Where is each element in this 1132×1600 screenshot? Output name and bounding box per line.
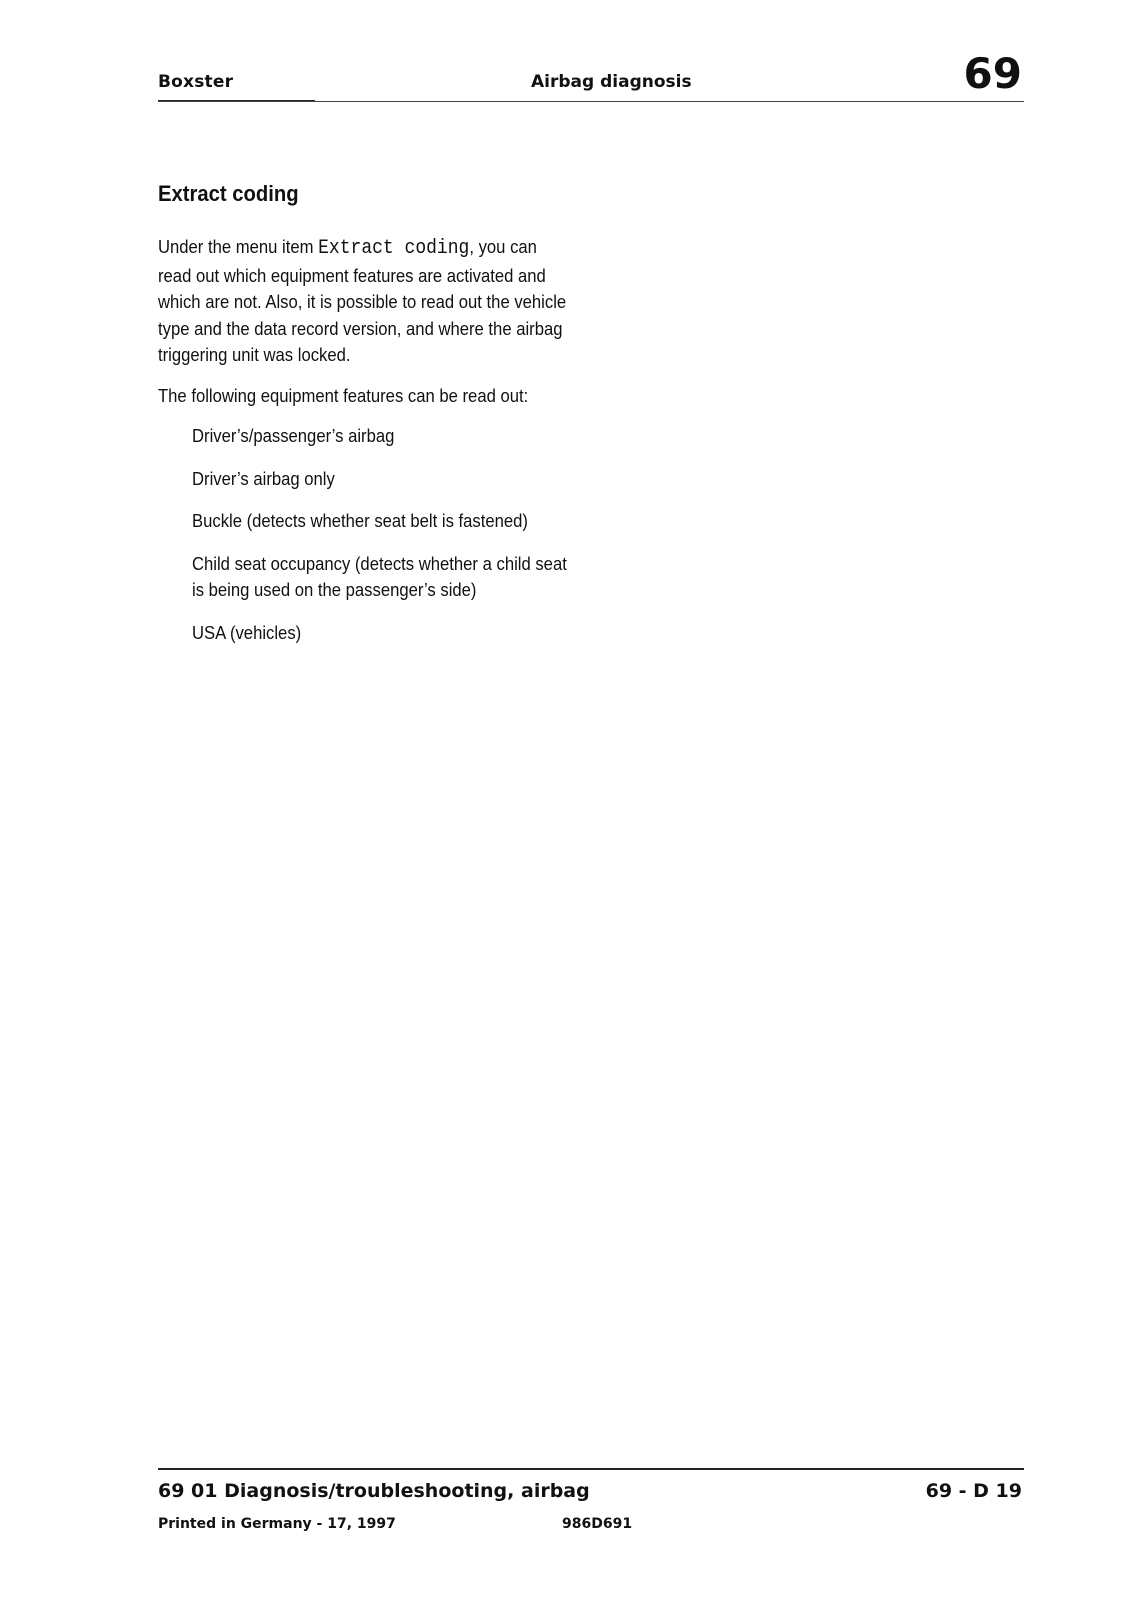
intro-suffix: , you can read out which equipment features are activated and which are not. Also, it is possible to read out the vehicle type and the data record version, and where the airbag triggering unit was locked. (158, 236, 567, 365)
section-title: Extract coding (158, 181, 299, 206)
menu-item-name: Extract coding (318, 237, 470, 260)
header-rule (158, 101, 1024, 102)
header-model: Boxster (158, 72, 234, 92)
list-item: Buckle (detects whether seat belt is fastened) (192, 510, 528, 531)
print-info: Printed in Germany - 17, 1997 (158, 1516, 396, 1532)
footer-section-title: 69 01 Diagnosis/troubleshooting, airbag (158, 1480, 590, 1502)
header-section-title: Airbag diagnosis (531, 72, 692, 92)
intro-prefix: Under the menu item (158, 236, 319, 257)
list-item: Child seat occupancy (detects whether a child seat is being used on the passenger’s side) (192, 552, 567, 600)
header-chapter-number: 69 (963, 49, 1022, 98)
page-footer (158, 1468, 1024, 1538)
main-content (158, 180, 578, 662)
list-item: Driver’s airbag only (192, 467, 335, 489)
list-item: Driver’s/passenger’s airbag (192, 425, 395, 446)
intro-paragraph (158, 234, 572, 369)
footer-rule (158, 1468, 1024, 1470)
document-code: 986D691 (562, 1516, 633, 1532)
list-item: USA (vehicles) (192, 621, 302, 643)
feature-list (158, 423, 578, 646)
page-header (158, 50, 1024, 104)
list-intro: The following equipment features can be read out: (158, 384, 529, 406)
page-number: 69 - D 19 (925, 1480, 1022, 1502)
